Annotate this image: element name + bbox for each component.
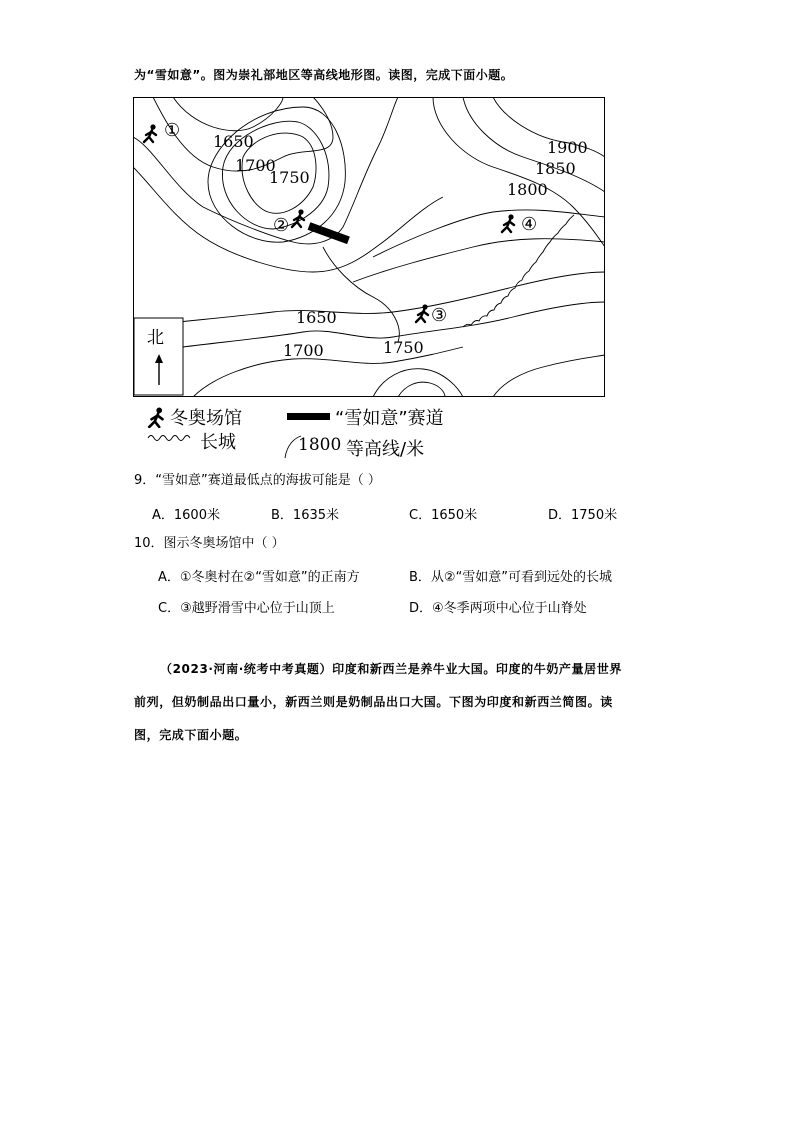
question10-stem: 10．图示冬奥场馆中（ ） bbox=[134, 536, 285, 551]
legend-venue-label: 冬奥场馆 bbox=[170, 408, 242, 429]
contour-label-1700-top: 1700 bbox=[235, 156, 276, 175]
contour-label-1850: 1850 bbox=[535, 159, 576, 178]
contour-map bbox=[133, 97, 605, 397]
passage-line-2: 前列，但奶制品出口量小，新西兰则是奶制品出口大国。下图为印度和新西兰简图。读 bbox=[134, 695, 613, 709]
venue-4-marker: ④ bbox=[521, 214, 538, 235]
question10-option-b[interactable]: B．从②“雪如意”可看到远处的长城 bbox=[409, 570, 613, 585]
legend-wall-icon bbox=[147, 432, 195, 444]
legend-track-icon bbox=[287, 413, 330, 420]
passage-line-3: 图，完成下面小题。 bbox=[134, 728, 248, 742]
intro-text: 为“雪如意”。图为崇礼部地区等高线地形图。读图，完成下面小题。 bbox=[134, 68, 514, 82]
contour-label-1750-top: 1750 bbox=[269, 168, 310, 187]
legend-contour-value: 1800 bbox=[298, 435, 342, 455]
question9-stem: 9．“雪如意”赛道最低点的海拔可能是（ ） bbox=[134, 473, 381, 488]
question10-option-d[interactable]: D．④冬季两项中心位于山脊处 bbox=[409, 601, 587, 616]
venue-2-marker: ② bbox=[273, 215, 290, 236]
question9-option-d[interactable]: D．1750米 bbox=[548, 508, 618, 523]
question9-option-c[interactable]: C．1650米 bbox=[409, 508, 478, 523]
contour-label-1650-bottom: 1650 bbox=[296, 308, 337, 327]
legend-wall-label: 长城 bbox=[200, 432, 236, 453]
contour-label-1650-top: 1650 bbox=[213, 132, 254, 151]
passage-line-1: （2023·河南·统考中考真题）印度和新西兰是养牛业大国。印度的牛奶产量居世界 bbox=[160, 662, 622, 676]
question10-option-a[interactable]: A．①冬奥村在②“雪如意”的正南方 bbox=[158, 570, 360, 585]
contour-label-1750-bottom: 1750 bbox=[383, 338, 424, 357]
legend-track-label: “雪如意”赛道 bbox=[335, 408, 444, 429]
contour-label-1900: 1900 bbox=[547, 138, 588, 157]
question10-option-c[interactable]: C．③越野滑雪中心位于山顶上 bbox=[158, 601, 335, 616]
contour-label-1700-bottom: 1700 bbox=[283, 341, 324, 360]
contour-label-1800: 1800 bbox=[507, 180, 548, 199]
question9-option-b[interactable]: B．1635米 bbox=[271, 508, 340, 523]
north-label: 北 bbox=[147, 328, 164, 348]
legend-venue-icon bbox=[147, 406, 167, 428]
question9-option-a[interactable]: A．1600米 bbox=[152, 508, 220, 523]
venue-1-marker: ① bbox=[164, 120, 181, 141]
legend-contour-label: 等高线/米 bbox=[346, 439, 425, 460]
venue-3-marker: ③ bbox=[431, 305, 448, 326]
